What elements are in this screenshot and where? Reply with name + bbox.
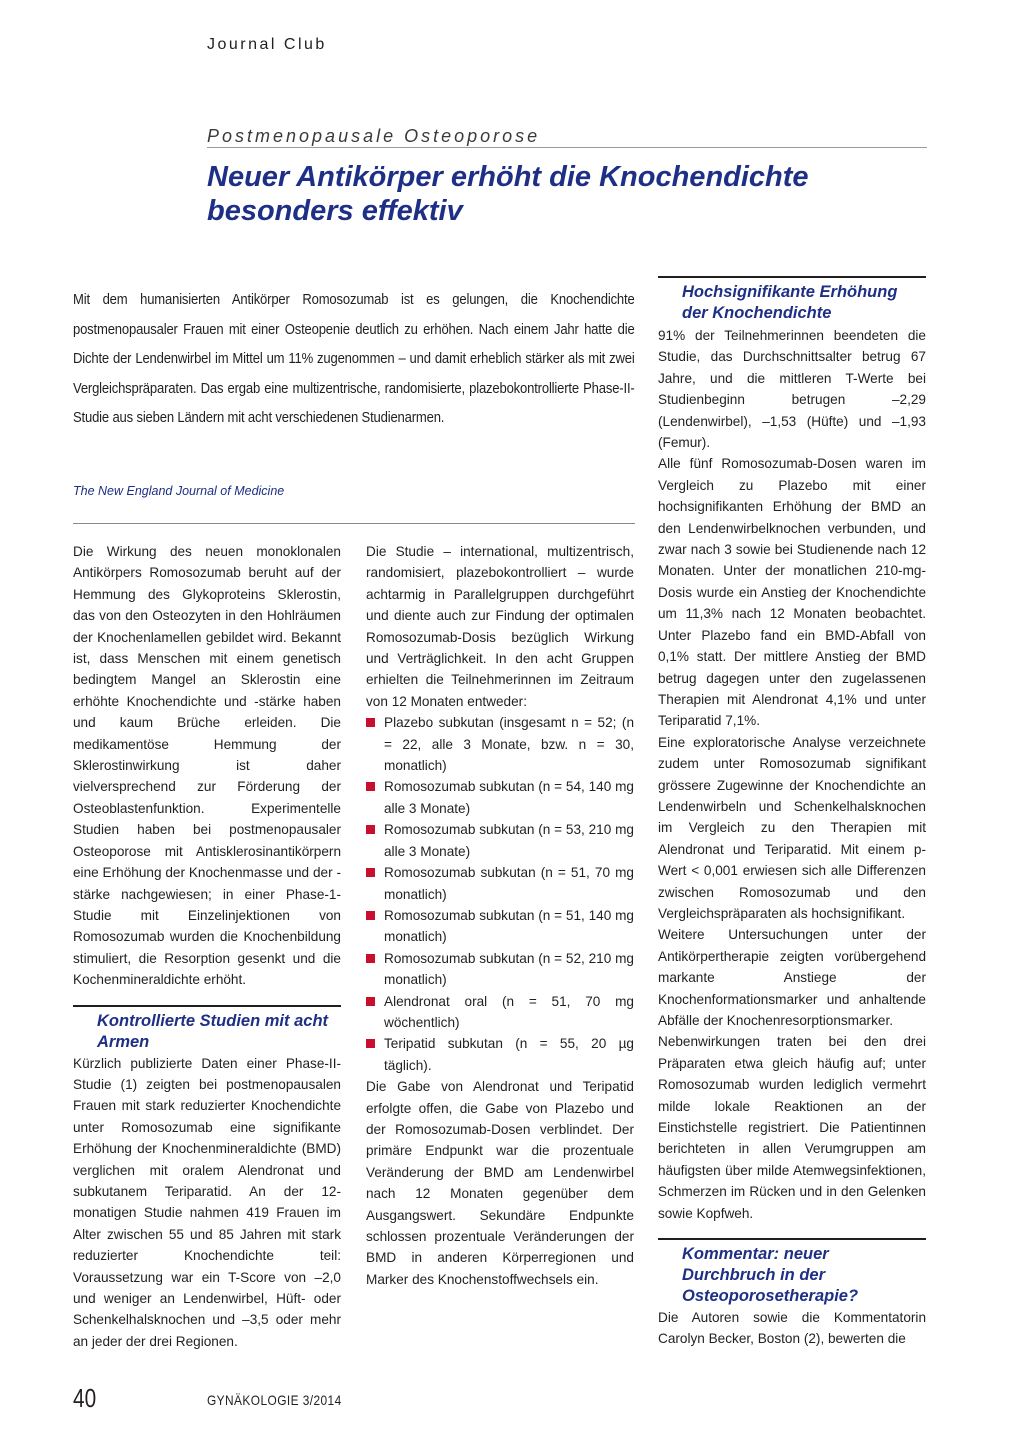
col1-subhead: Kontrollierte Studien mit acht Armen <box>97 1011 329 1051</box>
journal-name: GYNÄKOLOGIE 3/2014 <box>207 1392 342 1408</box>
col3-paragraph-6: Die Autoren sowie die Kommentatorin Carolyn Becker, Boston (2), bewerten die <box>658 1310 926 1347</box>
col1-paragraph-1: Die Wirkung des neuen monoklonalen Antikörpers Romosozumab beruht auf der Hemmung des Glykoproteins Sklerostin, das von den Osteozyten in den Hohlräumen der Knochenlamellen gebildet wird. Bekannt ist, dass Menschen mit einem genetisch bedingtem Mangel an Sklerostin eine erhöhte Knochendichte und -stärke haben und kaum Brüche erleiden. Die medikamentöse Hemmung der Sklerostinwirkung ist daher vielversprechend zur Förderung der Osteoblastenfunktion. Experimentelle Studien haben bei postmenopausaler Osteoporose mit Antisklerosinantikörpern eine Erhöhung der Knochenmasse und der -stärke nachgewiesen; in einer Phase-1-Studie mit Einzelinjektionen von Romosozumab wurden die Knochenbildung stimuliert, die Resorption gesenkt und die Kochenmineraldichte erhöht. <box>73 544 341 988</box>
list-item: Teripatid subkutan (n = 55, 20 µg täglich). <box>366 1033 634 1076</box>
col3-head-2 <box>658 1238 926 1307</box>
bullet-square-icon <box>366 954 375 963</box>
subhead-rule <box>658 1238 926 1240</box>
bullet-square-icon <box>366 997 375 1006</box>
subhead-rule <box>73 1005 341 1007</box>
bullet-square-icon <box>366 911 375 920</box>
col3-paragraph-5: Nebenwirkungen traten bei den drei Präparaten etwa gleich häufig auf; unter Romosozumab wurden lediglich vermehrt milde lokale Reaktionen an der Einstichstelle registriert. Die Patientinnen berichteten in allen Verumgruppen am häufigsten über milde Atemwegsinfektionen, Schmerzen im Rücken und in den Gelenken sowie Kopfweh. <box>658 1034 926 1221</box>
col2-paragraph-2: Die Gabe von Alendronat und Teripatid erfolgte offen, die Gabe von Plazebo und der Romosozumab-Dosen verblindet. Der primäre Endpunkt war die prozentuale Veränderung der BMD am Lendenwirbel nach 12 Monaten gegenüber dem Ausgangswert. Sekundäre Endpunkte schlossen prozentuale Veränderungen der BMD in anderen Körperregionen und Marker des Knochenstoffwechsels ein. <box>366 1079 634 1287</box>
column-3 <box>658 325 926 1350</box>
col3-subhead-2: Kommentar: neuer Durchbruch in der Osteoporosetherapie? <box>682 1245 859 1306</box>
article-title: Neuer Antikörper erhöht die Knochendichte besonders effektiv <box>207 161 809 227</box>
list-item: Romosozumab subkutan (n = 51, 140 mg monatlich) <box>366 905 634 948</box>
study-arms-list <box>366 712 634 1076</box>
col3-paragraph-3: Eine exploratorische Analyse verzeichnete zudem unter Romosozumab signifikant grössere Zugewinne der Knochendichte an Lendenwirbeln und Schenkelhalsknochen im Vergleich zu den Therapien mit Alendronat und Teriparatid. Mit einem p-Wert < 0,001 erwiesen sich alle Differenzen zwischen Romosozumab und den Vergleichspräparaten als hochsignifikant. <box>658 734 926 921</box>
subhead-rule <box>658 276 926 278</box>
lead-divider <box>73 523 635 524</box>
col3-paragraph-2: Alle fünf Romosozumab-Dosen waren im Vergleich zu Plazebo mit einer hochsignifikanten Erhöhung der BMD an den Lendenwirbelknochen verbunden, und zwar nach 3 sowie bei Studienende nach 12 Monaten. Unter der monatlichen 210-mg-Dosis wurde ein Anstieg der Knochendichte um 11,3% nach 12 Monaten beobachtet. Unter Plazebo fand ein BMD-Abfall von 0,1% statt. Der mittlere Anstieg der BMD betrug dagegen unter den zugelassenen Therapien mit Alendronat 4,1% und unter Teriparatid 7,1%. <box>658 456 926 729</box>
bullet-square-icon <box>366 1039 375 1048</box>
col2-paragraph-1: Die Studie – international, multizentrisch, randomisiert, plazebokontrolliert – wurde achtarmig in Parallelgruppen durchgeführt und diente auch zur Findung der optimalen Romosozumab-Dosis bezüglich Wirkung und Verträglichkeit. In den acht Gruppen erhielten die Teilnehmerinnen im Zeitraum von 12 Monaten entweder: <box>366 544 634 709</box>
col3-paragraph-4: Weitere Untersuchungen unter der Antikörpertherapie zeigten vorübergehend markante Anstiege der Knochenformationsmarker und anhaltende Abfälle der Knochenresorptionsmarker. <box>658 927 926 1028</box>
page-number: 40 <box>73 1383 97 1413</box>
section-header: Journal Club <box>207 36 327 53</box>
col3-subhead-1: Hochsignifikante Erhöhung der Knochendichte <box>682 283 898 322</box>
col3-head <box>658 276 926 324</box>
list-item: Plazebo subkutan (insgesamt n = 52; (n = 22, alle 3 Monate, bzw. n = 30, monatlich) <box>366 712 634 776</box>
list-item: Romosozumab subkutan (n = 53, 210 mg alle 3 Monate) <box>366 819 634 862</box>
bullet-square-icon <box>366 782 375 791</box>
column-2 <box>366 541 634 1290</box>
article-lead: Mit dem humanisierten Antikörper Romosozumab ist es gelungen, die Knochendichte postmenopausaler Frauen mit einer Osteopenie deutlich zu erhöhen. Nach einem Jahr hatte die Dichte der Lendenwirbel im Mittel um 11% zugenommen – und damit erheblich stärker als mit zwei Vergleichspräparaten. Das ergab eine multizentrische, randomisierte, plazebokontrollierte Phase-II-Studie aus sieben Ländern mit acht verschiedenen Studienarmen. <box>73 291 635 426</box>
bullet-square-icon <box>366 868 375 877</box>
list-item: Romosozumab subkutan (n = 52, 210 mg monatlich) <box>366 948 634 991</box>
article-source: The New England Journal of Medicine <box>73 484 285 498</box>
article-kicker: Postmenopausale Osteoporose <box>207 125 927 148</box>
list-item: Romosozumab subkutan (n = 54, 140 mg alle 3 Monate) <box>366 776 634 819</box>
column-1 <box>73 541 341 1352</box>
list-item: Romosozumab subkutan (n = 51, 70 mg monatlich) <box>366 862 634 905</box>
col1-paragraph-2: Kürzlich publizierte Daten einer Phase-II-Studie (1) zeigten bei postmenopausalen Frauen mit stark reduzierter Knochendichte unter Romosozumab eine signifikante Erhöhung der Knochenmineraldichte (BMD) verglichen mit oralem Alendronat und subkutanem Teriparatid. An der 12-monatigen Studie nahmen 419 Frauen im Alter zwischen 55 und 85 Jahren mit stark reduzierter Knochendichte teil: Voraussetzung war ein T-Score von –2,0 und weniger an Lendenwirbel, Hüft- oder Schenkelhalsknochen und –3,5 oder mehr an jeder der drei Regionen. <box>73 1055 341 1349</box>
list-item: Alendronat oral (n = 51, 70 mg wöchentlich) <box>366 991 634 1034</box>
bullet-square-icon <box>366 825 375 834</box>
col3-paragraph-1: 91% der Teilnehmerinnen beendeten die Studie, das Durchschnittsalter betrug 67 Jahre, und die mittleren T-Werte bei Studienbeginn betrugen –2,29 (Lendenwirbel), –1,53 (Hüfte) und –1,93 (Femur). <box>658 328 926 451</box>
bullet-square-icon <box>366 718 375 727</box>
